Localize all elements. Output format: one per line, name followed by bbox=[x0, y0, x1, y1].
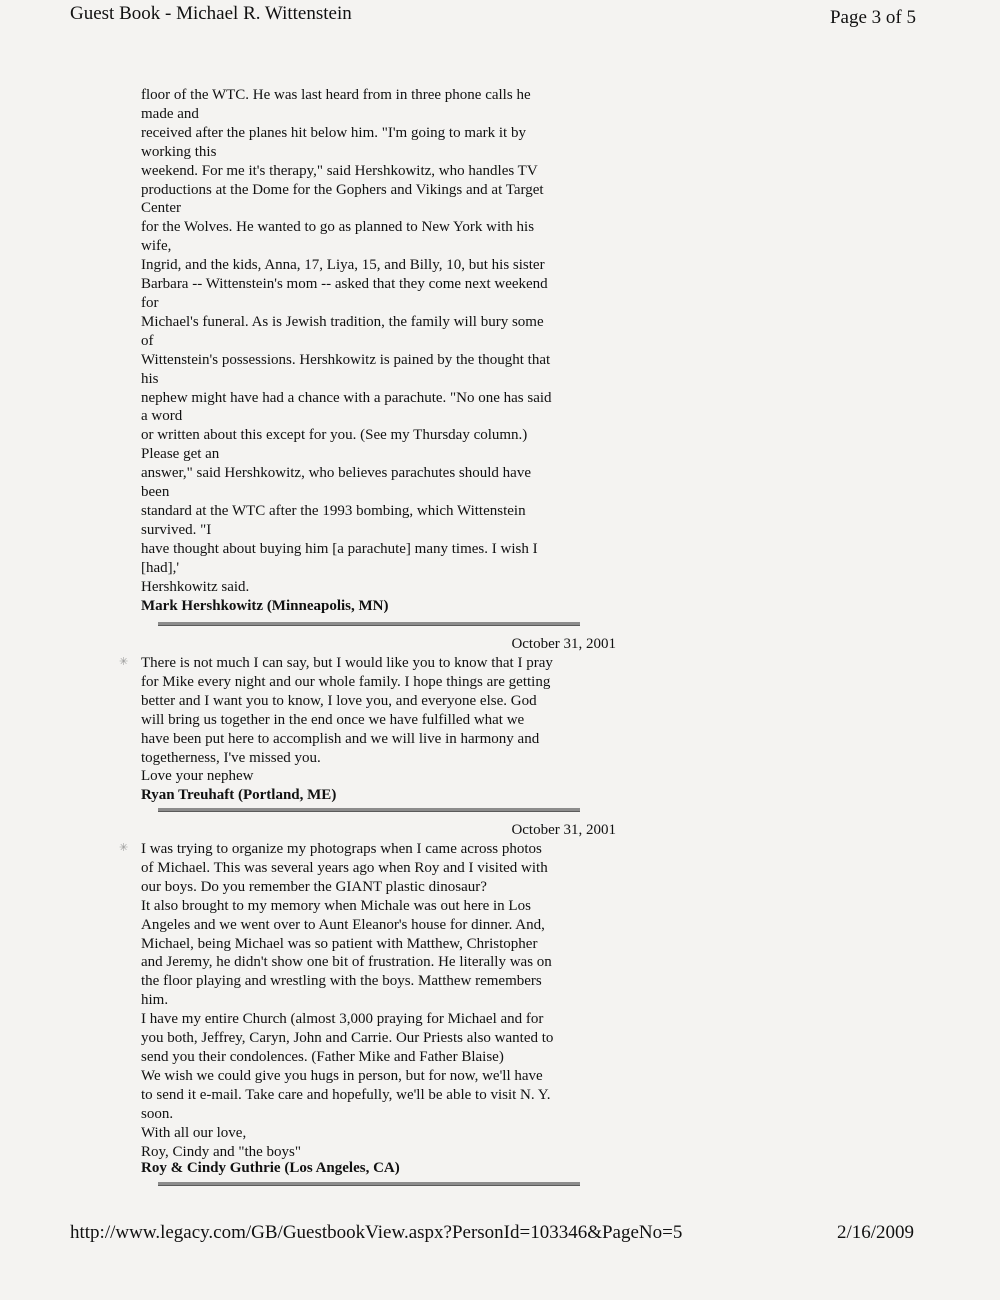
entry-signature-3: Roy & Cindy Guthrie (Los Angeles, CA) bbox=[141, 1160, 400, 1176]
entry-message-2: There is not much I can say, but I would like you to know that I pray for Mike every night and our whole family. I hope things are getting better and I want you to know, I love you, and everyone else. God will bring us together in the end once we have fulfilled what we have been put here to accomplish and we will live in harmony and togetherness, I've missed you. Love your nephew bbox=[141, 655, 553, 785]
entry-divider-2 bbox=[158, 808, 580, 812]
entry-date-2: October 31, 2001 bbox=[511, 636, 616, 652]
footer-date: 2/16/2009 bbox=[836, 1222, 914, 1243]
entry-date-3: October 31, 2001 bbox=[511, 822, 616, 838]
entry-signature-2: Ryan Treuhaft (Portland, ME) bbox=[141, 787, 337, 803]
page-number: Page 3 of 5 bbox=[829, 7, 916, 28]
entry-divider-3 bbox=[158, 1182, 580, 1186]
footer-url: http://www.legacy.com/GB/GuestbookView.aspx?PersonId=103346&PageNo=5 bbox=[70, 1222, 683, 1243]
entry-divider-1 bbox=[158, 622, 580, 626]
bullet-icon: ✳ bbox=[119, 842, 129, 854]
entry-signature-1: Mark Hershkowitz (Minneapolis, MN) bbox=[141, 598, 389, 614]
entry-message-3: I was trying to organize my photograps when I came across photos of Michael. This was several years ago when Roy and I visited with our boys. Do you remember the GIANT plastic dinosaur? It also brought to my memory when Michale was out here in Los Angeles and we went over to Aunt Eleanor's house for dinner. And, Michael, being Michael was so patient with Matthew, Christopher and Jeremy, he didn't show one bit of frustration. He literally was on the floor playing and wrestling with the boys. Matthew remembers him. I have my entire Church (almost 3,000 praying for Michael and for you both, Jeffrey, Caryn, John and Carrie. Our Priests also wanted to send you their condolences. (Father Mike and Father Blaise) We wish we could give you hugs in person, but for now, we'll have to send it e-mail. Take care and hopefully, we'll be able to visit N. Y. soon. With all our love, Roy, Cindy and "the boys" bbox=[141, 841, 554, 1160]
page-title: Guest Book - Michael R. Wittenstein bbox=[70, 3, 352, 24]
bullet-icon: ✳ bbox=[119, 656, 129, 668]
entry-message-1: floor of the WTC. He was last heard from in three phone calls he made and received after the planes hit below him. "I'm going to mark it by working this weekend. For me it's therapy," said Hershkowitz, who handles TV productions at the Dome for the Gophers and Vikings and at Target Center for the Wolves. He wanted to go as planned to New York with his wife, Ingrid, and the kids, Anna, 17, Liya, 15, and Billy, 10, but his sister Barbara -- Wittenstein's mom -- asked that they come next weekend for Michael's funeral. As is Jewish tradition, the family will bury some of Wittenstein's possessions. Hershkowitz is pained by the thought that his nephew might have had a chance with a parachute. "No one has said a word or written about this except for you. (See my Thursday column.) Please get an answer," said Hershkowitz, who believes parachutes should have been standard at the WTC after the 1993 bombing, which Wittenstein survived. "I have thought about buying him [a parachute] many times. I wish I [had],' Hershkowitz said. bbox=[141, 87, 552, 595]
